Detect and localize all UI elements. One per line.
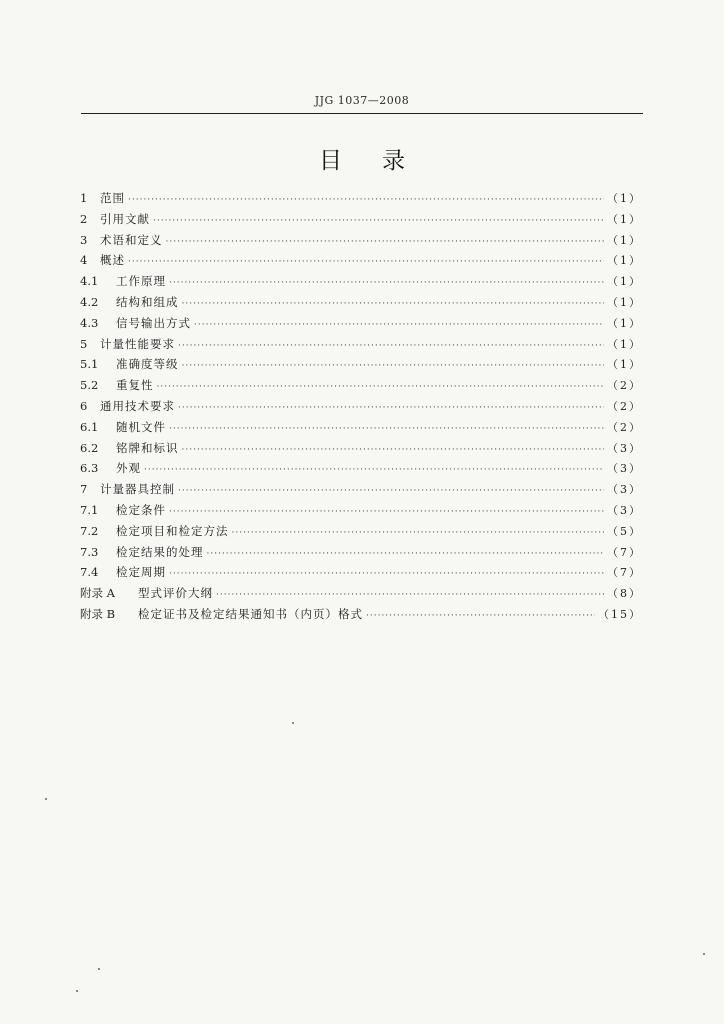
toc-entry: [80, 232, 642, 253]
scan-speck: [703, 953, 705, 955]
toc-entry-number: 4.3: [80, 315, 99, 330]
toc-entry-label: 计量器具控制: [100, 482, 175, 497]
toc-entry-page: （1）: [607, 254, 642, 268]
toc-leader-dots: [178, 403, 604, 413]
toc-entry-label: 检定项目和检定方法: [116, 523, 229, 538]
toc-entry-label: 计量性能要求: [100, 336, 175, 351]
toc-leader-dots: [194, 320, 604, 330]
toc-entry: [80, 190, 642, 211]
toc-entry: [80, 252, 642, 273]
toc-entry-label: 检定周期: [116, 565, 166, 580]
toc-entry-number: 附录 B: [80, 606, 116, 621]
scan-speck: [45, 798, 47, 800]
toc-entry-number: 7.4: [80, 565, 99, 580]
toc-leader-dots: [169, 569, 604, 579]
toc-entry-label: 引用文献: [100, 211, 150, 226]
toc-entry-number: 4.2: [80, 294, 99, 309]
toc-entry-number: 附录 A: [80, 586, 115, 601]
toc-entry-page: （1）: [607, 233, 642, 247]
toc-leader-dots: [157, 382, 605, 392]
toc-entry-label: 概述: [100, 253, 125, 268]
toc-entry: [80, 315, 642, 336]
toc-entry-number: 7.3: [80, 544, 99, 559]
toc-entry-number: 7: [80, 482, 88, 497]
toc-leader-dots: [128, 195, 604, 205]
toc-entry: [80, 585, 642, 606]
toc-leader-dots: [182, 361, 605, 371]
toc-entry-number: 4: [80, 253, 88, 268]
toc-entry: [80, 211, 642, 232]
toc-entry: [80, 481, 642, 502]
toc-entry: [80, 356, 642, 377]
toc-entry-label: 重复性: [116, 378, 154, 393]
toc-entry-number: 6.2: [80, 440, 99, 455]
toc-entry-number: 5.2: [80, 378, 99, 393]
toc-entry-page: （1）: [607, 275, 642, 289]
toc-entry: [80, 544, 642, 565]
toc-entry-label: 范围: [100, 191, 125, 205]
toc-leader-dots: [169, 278, 604, 288]
toc-leader-dots: [144, 465, 604, 475]
toc-leader-dots: [366, 611, 595, 621]
scan-speck: [292, 722, 294, 724]
toc-list: [80, 190, 642, 627]
toc-entry-page: （7）: [607, 566, 642, 580]
toc-leader-dots: [207, 549, 605, 559]
toc-entry-label: 术语和定义: [100, 232, 163, 247]
toc-entry: [80, 523, 642, 544]
toc-entry-number: 2: [80, 211, 88, 226]
toc-entry-page: （1）: [607, 212, 642, 226]
toc-entry-number: 6: [80, 398, 88, 413]
toc-entry-number: 7.1: [80, 502, 99, 517]
toc-entry-label: 外观: [116, 461, 141, 476]
toc-leader-dots: [216, 590, 604, 600]
toc-entry: [80, 564, 642, 585]
toc-entry-number: 1: [80, 191, 88, 205]
scan-speck: [76, 990, 78, 992]
toc-entry-page: （1）: [607, 295, 642, 309]
toc-leader-dots: [128, 257, 604, 267]
toc-leader-dots: [178, 341, 604, 351]
toc-entry-page: （3）: [607, 503, 642, 517]
toc-entry-page: （8）: [607, 587, 642, 601]
toc-entry-page: （7）: [607, 545, 642, 559]
toc-entry-number: 4.1: [80, 274, 99, 289]
toc-entry: [80, 336, 642, 357]
scan-speck: [98, 968, 100, 970]
toc-entry: [80, 377, 642, 398]
toc-entry: [80, 419, 642, 440]
toc-entry-page: （3）: [607, 483, 642, 497]
toc-leader-dots: [182, 299, 605, 309]
toc-entry-label: 检定结果的处理: [116, 544, 204, 559]
toc-entry-label: 随机文件: [116, 419, 166, 434]
toc-entry: [80, 294, 642, 315]
toc-entry: [80, 502, 642, 523]
toc-entry-label: 准确度等级: [116, 357, 179, 372]
toc-entry-page: （1）: [607, 192, 642, 205]
toc-entry-number: 5.1: [80, 357, 99, 372]
toc-entry-page: （2）: [607, 379, 642, 393]
document-code-header: JJG 1037—2008: [314, 94, 410, 107]
toc-entry-page: （3）: [607, 441, 642, 455]
toc-entry-number: 3: [80, 232, 88, 247]
toc-entry: [80, 398, 642, 419]
toc-entry-page: （5）: [607, 524, 642, 538]
toc-entry-label: 检定证书及检定结果通知书（内页）格式: [138, 606, 363, 621]
toc-leader-dots: [178, 486, 604, 496]
toc-leader-dots: [169, 424, 604, 434]
toc-entry-number: 6.1: [80, 419, 99, 434]
toc-entry-label: 检定条件: [116, 502, 166, 517]
toc-title: 目录: [319, 148, 445, 174]
toc-entry-label: 型式评价大纲: [138, 586, 213, 601]
toc-entry-label: 信号输出方式: [116, 315, 191, 330]
toc-entry-page: （15）: [598, 607, 642, 621]
toc-entry-page: （1）: [607, 337, 642, 351]
toc-leader-dots: [169, 507, 604, 517]
toc-entry: [80, 273, 642, 294]
toc-entry-label: 铭牌和标识: [116, 440, 179, 455]
toc-entry: [80, 440, 642, 461]
toc-leader-dots: [182, 445, 605, 455]
toc-entry-page: （2）: [607, 420, 642, 434]
toc-entry-page: （1）: [607, 316, 642, 330]
toc-entry-number: 5: [80, 336, 88, 351]
toc-entry-label: 通用技术要求: [100, 398, 175, 413]
toc-entry-page: （2）: [607, 399, 642, 413]
toc-entry-number: 7.2: [80, 523, 99, 538]
toc-entry-number: 6.3: [80, 461, 99, 476]
header-rule: [81, 113, 643, 114]
toc-leader-dots: [153, 216, 604, 226]
toc-entry-label: 结构和组成: [116, 294, 179, 309]
toc-leader-dots: [232, 528, 605, 538]
toc-entry-page: （3）: [607, 462, 642, 476]
toc-entry: [80, 606, 642, 627]
toc-leader-dots: [166, 237, 605, 247]
toc-entry-page: （1）: [607, 358, 642, 372]
toc-entry-label: 工作原理: [116, 274, 166, 289]
toc-entry: [80, 460, 642, 481]
